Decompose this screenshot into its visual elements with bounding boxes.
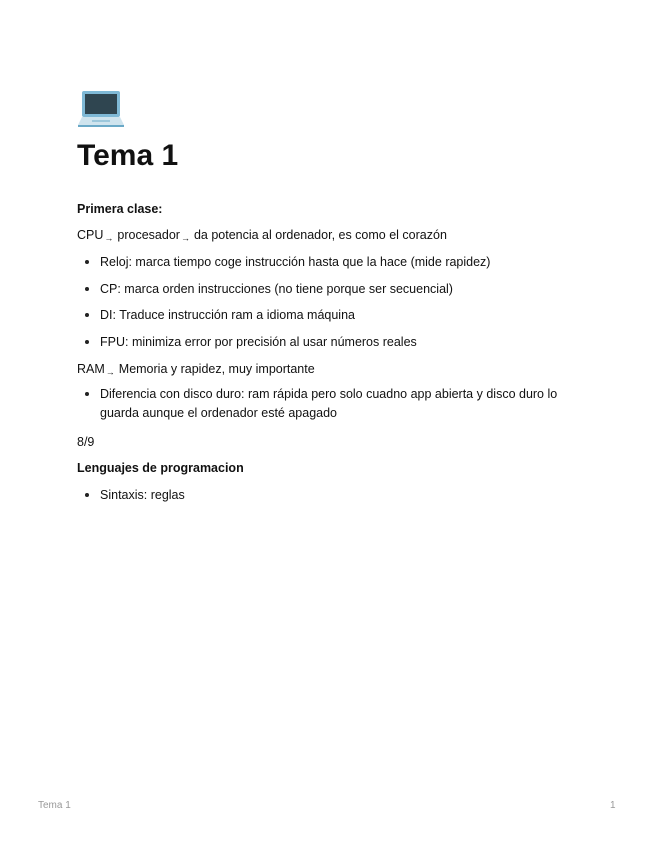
list-item-text: DI: Traduce instrucción ram a idioma máquina	[100, 308, 355, 322]
list-item	[85, 487, 185, 503]
cpu-paragraph	[77, 227, 447, 246]
list-item-text: CP: marca orden instrucciones (no tiene porque ser secuencial)	[100, 282, 453, 296]
list-item	[85, 307, 355, 323]
list-item-text: Reloj: marca tiempo coge instrucción hasta que la hace (mide rapidez)	[100, 255, 491, 269]
cpu-description: da potencia al ordenador, es como el corazón	[193, 228, 447, 242]
bullet-icon	[85, 340, 89, 344]
list-item-text: FPU: minimiza error por precisión al usar números reales	[100, 335, 417, 349]
footer-page-number: 1	[610, 800, 616, 811]
laptop-icon	[78, 90, 124, 128]
section-heading-lenguajes: Lenguajes de programacion	[77, 461, 244, 475]
arrow-icon: →	[104, 233, 114, 243]
list-item	[85, 254, 490, 270]
bullet-icon	[85, 313, 89, 317]
cpu-processor: procesador	[117, 228, 180, 242]
bullet-icon	[85, 287, 89, 291]
list-item	[85, 385, 580, 423]
ram-term: RAM	[77, 362, 105, 376]
date-text: 8/9	[77, 435, 95, 449]
bullet-icon	[85, 260, 89, 264]
arrow-icon: →	[180, 233, 190, 243]
ram-description: Memoria y rapidez, muy importante	[118, 362, 315, 376]
list-item-text: Sintaxis: reglas	[100, 488, 185, 502]
footer-title: Tema 1	[38, 800, 71, 811]
section-heading-primera-clase: Primera clase:	[77, 202, 163, 216]
bullet-icon	[85, 493, 89, 497]
arrow-icon: →	[105, 367, 115, 377]
list-item-text: Diferencia con disco duro: ram rápida pero solo cuadno app abierta y disco duro lo guarda aunque el ordenador esté apagado	[100, 387, 558, 420]
cpu-term: CPU	[77, 228, 104, 242]
ram-paragraph	[77, 361, 315, 380]
page-title: Tema 1	[77, 139, 179, 172]
bullet-icon	[85, 392, 89, 396]
list-item	[85, 334, 417, 350]
list-item	[85, 281, 453, 297]
